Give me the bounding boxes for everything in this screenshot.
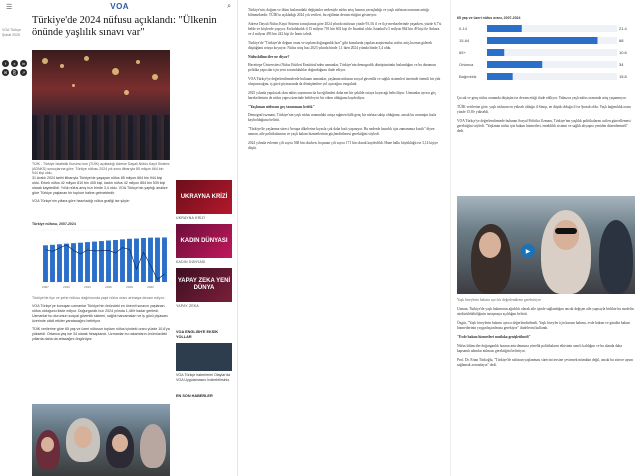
chart-title: Türkiye nüfusu, 2007-2024	[32, 222, 76, 226]
promo-image[interactable]	[176, 343, 232, 371]
chart-data-label: 15.8	[619, 74, 627, 79]
age-chart	[457, 16, 635, 90]
chart-bar	[127, 239, 132, 282]
col3-paragraph-7: Nüfus bilimciler doğurganlık hızının artırılmasına yönelik politikaların etkisinin sınırlı kaldığını ve bu alanda daha kapsamlı adımlar atılması gerektiğini belirtiyor.	[457, 344, 622, 353]
chart-bar	[487, 49, 504, 56]
hero-image	[32, 50, 170, 160]
ad-women-world[interactable]	[176, 224, 232, 258]
chart-category-label: Bağımlılık	[459, 74, 477, 79]
elderly-photo	[457, 196, 635, 294]
ad-ukraine-label: UKRAYNA KRİZİ	[180, 193, 228, 200]
chart-data-label: 10.6	[619, 50, 627, 55]
share-bar	[2, 60, 30, 76]
chart-tick-label: 2022	[147, 285, 154, 289]
x-twitter-icon[interactable]: x	[11, 60, 18, 67]
chart-category-label: 65+	[459, 50, 466, 55]
col3-paragraph-1: Çocuk ve genç nüfus oranında düşüşün ise devam ettiği ifade ediliyor. Yalnızca yaşlı nüfus oranında artış yaşanmıyor.	[457, 96, 627, 100]
chart-bar	[487, 61, 542, 68]
chart-bar	[106, 241, 111, 282]
col3-subheading: "Evde bakım hizmetleri mutlaka genişletilmeli"	[457, 335, 531, 339]
menu-icon[interactable]: ☰	[6, 3, 13, 11]
col3-paragraph-5: Özgür, "Yaşlı bireylerin bakımı ayrıca değerlendirilmeli. Yaşlı bireyler için kurum bakımı, evde bakım ve gündüz bakım hizmetlerinin yaygınlaştırılması gerekiyor" ifadelerini kullandı.	[457, 321, 630, 330]
chart-category-label: 0-14	[459, 26, 468, 31]
search-icon[interactable]: ⌕	[227, 2, 231, 10]
chart-bar	[99, 241, 104, 282]
article-column-2	[238, 0, 450, 476]
population-chart	[32, 222, 170, 292]
article-column-1	[0, 0, 238, 476]
col2-paragraph-1: Türkiye'nin, doğum ve ölüm hızlarındaki değişimler nedeniyle nüfus artış hızının yavaşladığı ve yaşlı nüfusun oranının arttığı bilinmektedir. TÜİK'in açıkladığı 2024 yılı verileri, bu eğilimin devam ettiğini gösteriyor.	[248, 8, 429, 17]
age-chart-title: 65 yaş ve üzeri nüfus oranı, 2007-2024	[457, 16, 521, 20]
population-chart-svg	[32, 226, 170, 290]
recent-news-heading: EN SON HABERLER	[176, 394, 213, 399]
body-b-text: TÜİK verilerine göre 65 yaş ve üzeri nüfusun toplam nüfus içindeki oranı yüzde 10,6'ya yükseldi. Ortanca yaş ise 34 olarak hesaplandı. Uzmanlar bu rakamların önümüzdeki yıllarda daha da artacağını öngörüyor.	[32, 327, 170, 341]
voa-logo[interactable]: VOA	[110, 2, 130, 11]
chart-data-label: 34	[619, 62, 624, 67]
article-meta	[2, 28, 30, 37]
col2-paragraph-8: "Türkiye'de yaşlanma süreci Avrupa ülkelerine kıyasla çok daha hızlı yaşanıyor. Bu nedenle hazırlık için zamanımız kısıtlı" diyen uzman, aile politikalarının ve yaşlı bakım hizmetlerinin güçlendirilmesi gerektiğini söyledi.	[248, 127, 435, 136]
ad-ai-world[interactable]	[176, 268, 232, 302]
chart-line-series	[46, 245, 165, 280]
chart-bar-track	[487, 49, 617, 56]
column-3-body-bottom	[457, 298, 635, 372]
linkedin-icon[interactable]: in	[21, 61, 26, 66]
chart-bar	[85, 242, 90, 282]
play-video-button[interactable]: ▶	[521, 244, 535, 258]
copy-link-icon[interactable]: ⎘	[12, 70, 17, 75]
body-section-a	[32, 296, 170, 342]
chart-tick-label: 2016	[105, 285, 112, 289]
site-header	[0, 0, 237, 13]
byline: VOA Türkçe	[2, 28, 21, 32]
col3-paragraph-8: Prof. Dr. Ertan Türkoğlu, "Türkiye'de nüfusun yaşlanması sürecini tersine çevirmek mümkün değil, ancak bu sürece uyum sağlamak zorundayız" dedi.	[457, 358, 634, 367]
sidebar-promo	[176, 330, 232, 399]
chart-bar	[148, 238, 153, 282]
share-icon[interactable]: ↗	[21, 70, 26, 75]
chart-category-label: 15-64	[459, 38, 470, 43]
chart-bar	[113, 240, 118, 282]
col2-paragraph-9: 2024 yılında evlenen çift sayısı 568 bin olurken, boşanan çift sayısı 171 bin olarak kaydedildi. Hane halkı büyüklüğü ise 3,14 kişiye düştü.	[248, 141, 438, 150]
women-photo	[32, 404, 170, 476]
chart-bar	[120, 239, 125, 282]
col2-paragraph-5: VOA Türkçe'ye değerlendirmelerde bulunan uzmanlar, yaşlanan nüfusun sosyal güvenlik ve sağlık sistemleri üzerinde önemli bir yük oluşturacağını, iş gücü piyasasında da dönüşümlere yol açacağını vurguladı.	[248, 77, 441, 86]
chart-tick-label: 2010	[63, 285, 70, 289]
intro-paragraph	[32, 176, 170, 204]
chart-bar	[78, 243, 83, 282]
ad-women-caption[interactable]: KADIN DÜNYASI	[176, 260, 206, 264]
chart-bar	[141, 238, 146, 282]
body-a-text: VOA Türkçe'ye konuşan uzmanlar Türkiye'nin önündeki en önemli sınavın yaşlanan nüfus olduğunu ifade ediyor. Doğurganlık hızı 2024 yılında 1,48'e kadar geriledi. Uzmanlar bu durumun sosyal güvenlik sistemi, sağlık harcamaları ve iş gücü piyasası üzerinde ciddi etkiler yaratacağını belirtiyor.	[32, 304, 168, 323]
facebook-icon[interactable]: f	[2, 60, 9, 67]
chart-tick-label: 2019	[126, 285, 133, 289]
elderly-photo-caption: Yaşlı bireylerin bakımı ayrı bir değerlendirme gerektiriyor	[457, 298, 541, 302]
promo-text[interactable]: VOA Türkçe haberlerini Olaylar'da VOA Uygulamasını İndirebilirsiniz.	[176, 373, 231, 382]
article-date: Şubat 2025	[2, 32, 20, 37]
col2-paragraph-6: 2025 yılında yapılacak olan nüfus sayımının da bu eğilimleri daha net bir şekilde ortaya koyacağı belirtiliyor. Uzmanlar ayrıca göç hareketlerinin de nüfus yapısı üzerinde belirleyici bir etken olduğunu kaydediyor.	[248, 91, 436, 100]
column-3-body-top	[457, 96, 635, 134]
col2-subheading-1: Nüfusbilimciler ne diyor?	[248, 55, 290, 59]
col3-paragraph-4: Uzman, Türkiye'de yaşlı bakımının ağırlıklı olarak aile içinde sağlandığını ancak değişen aile yapısıyla birlikte bu modelin sürdürülebilirliğinin tartışmaya açıldığını belirtti.	[457, 307, 634, 316]
hero-caption: TÜİK - Türkiye İstatistik Kurumu'nun (TÜİK) açıkladığı Adrese Dayalı Nüfus Kayıt Sistemi (ADNKS) sonuçlarına göre, Türkiye nüfusu 2024 yılı sonu itibarıyla 85 milyon 664 bin 944 kişi oldu.	[32, 162, 170, 176]
ad-women-label: KADIN DÜNYASI	[180, 237, 228, 244]
col2-paragraph-2: Adrese Dayalı Nüfus Kayıt Sistemi sonuçlarına göre 2024 yılında nüfusun yüzde 93,3'ü il ve ilçe merkezlerinde yaşarken, yüzde 6,7'si belde ve köylerde yaşıyor. En kalabalık il 15 milyon 701 bin 602 kişi ile İstanbul oldu. İstanbul'u 5 milyon 864 bin 49 kişi ile Ankara ve 4 milyon 493 bin 242 kişi ile İzmir izledi.	[248, 22, 442, 36]
chart-bar	[487, 37, 598, 44]
chart-category-label: Ortanca	[459, 62, 474, 67]
ad-ukraine-crisis[interactable]	[176, 180, 232, 214]
chart-data-label: 68	[619, 38, 624, 43]
col2-subheading-2: "Yaşlanan nüfusun geç tanınması kritik"	[248, 105, 315, 109]
col2-paragraph-4: Hacettepe Üniversitesi Nüfus Etütleri Enstitüsü'nden uzmanlar, Türkiye'nin demografik dönüşümünün hızlandığını ve bu durumun politika yapıcılar için yeni sorumluluklar doğurduğunu ifade ediyor.	[248, 63, 436, 72]
chart-data-label: 21.4	[619, 26, 627, 31]
chart-tick-label: 2007	[42, 285, 49, 289]
col3-paragraph-3: VOA Türkçe'ye değerlendirmede bulunan Sosyal Politika Uzmanı, Türkiye'nin yaşlılık politikalarını acilen güncellemesi gerektiğini söyledi. "Yaşlanan nüfus için bakım hizmetleri, emeklilik sistemi ve sağlık altyapısı yeniden düzenlenmeli" dedi.	[457, 119, 631, 133]
col2-paragraph-3: Türkiye'de "Türkiye'de doğum oranı ve toplam doğurganlık hızı" gibi konularda yapılan araştırmalar, nüfus artış hızının giderek düştüğünü ortaya koyuyor. Nüfus artış hızı 2023 yılında binde 1,1 iken 2024 yılında binde 3,4 oldu.	[248, 41, 433, 50]
chart-bar	[64, 244, 69, 282]
chart-intro: VOA Türkçe'nin yıllara göre hazırladığı nüfus grafiği ise şöyle:	[32, 199, 130, 203]
sidebar-ads	[176, 180, 232, 312]
column-2-body	[238, 0, 450, 151]
col3-paragraph-2: TÜİK verilerine göre, yaşlı nüfusun en yüksek olduğu il Sinop, en düşük olduğu il ise Şırnak oldu. Yaşlı bağımlılık oranı yüzde 15,8'e yükseldi.	[457, 105, 631, 114]
intro-text: 31 Aralık 2024 tarihi itibarıyla Türkiye'de yaşayan nüfus 85 milyon 664 bin 944 kişi oldu. Erkek nüfus 42 milyon 810 bin 405 kişi, kadın nüfus 42 milyon 854 bin 539 kişi olarak kaydedildi. Yıllık nüfus artış hızı binde 3,4 oldu. VOA Türkçe'nin yaptığı analize göre Türkiye yaşlanan bir toplum haline gelmektedir.	[32, 176, 168, 195]
chart-bar	[487, 25, 522, 32]
ad-ai-label: YAPAY ZEKA YENİ DÜNYA	[177, 278, 231, 291]
email-icon[interactable]: ✉	[3, 70, 8, 75]
chart-bar	[487, 73, 513, 80]
chart-bar	[57, 244, 62, 282]
col2-paragraph-7: Demografi uzmanı, Türkiye'nin yaşlı nüfus oranındaki artışa rağmen hâlâ genç bir nüfusa sahip olduğunu, ancak bu avantajın hızla kaybolduğunu belirtti.	[248, 113, 437, 122]
chart-bar	[134, 239, 139, 282]
article-title: Türkiye'de 2024 nüfusu açıklandı: "Ülkenin önünde yaşlılık sınavı var"	[32, 15, 217, 38]
article-column-3	[450, 0, 640, 476]
chart-tick-label: 2013	[84, 285, 91, 289]
age-chart-svg	[457, 20, 635, 86]
chart-bar	[92, 242, 97, 282]
ad-ukraine-caption[interactable]: UKRAYNA KRİZİ	[176, 216, 205, 220]
ad-ai-caption[interactable]: YAPAY ZEKA	[176, 304, 199, 308]
chart-bar	[43, 245, 48, 282]
chart-note: Türkiye'de ilçe ve şehir nüfusu dağılımında yaşlı nüfus oranı artmaya devam ediyor.	[32, 296, 165, 300]
promo-heading: VOA ENGLISH'E EKSİK YOLLAR	[176, 330, 219, 339]
